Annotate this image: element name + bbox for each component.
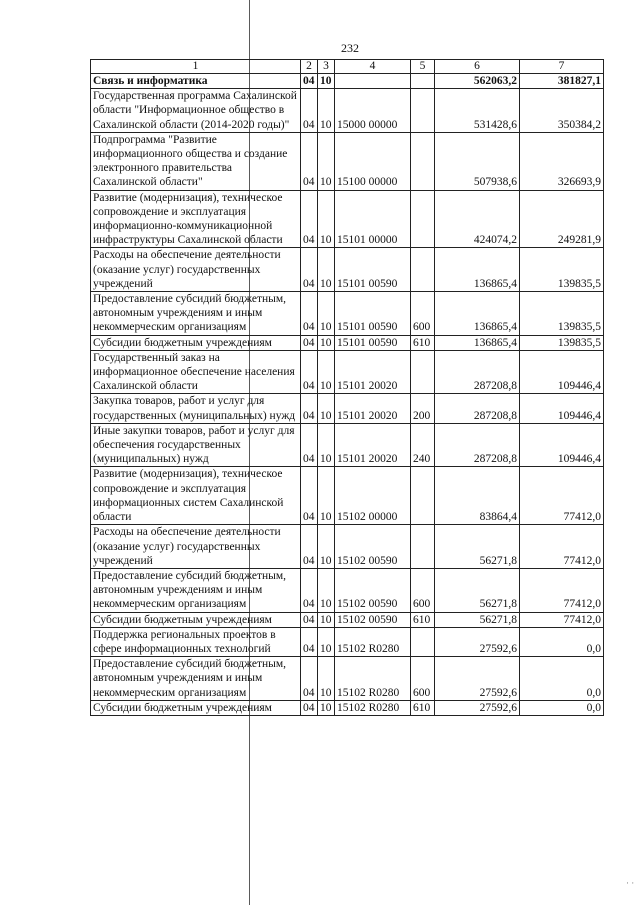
target-article-code: 15101 20020 bbox=[335, 423, 411, 467]
subsection-code: 10 bbox=[318, 627, 335, 656]
row-name: Закупка товаров, работ и услуг для государственных (муниципальных) нужд bbox=[91, 394, 301, 423]
column-header: 7 bbox=[520, 60, 604, 74]
amount-column-6: 56271,8 bbox=[435, 525, 520, 569]
target-article-code: 15101 00590 bbox=[335, 292, 411, 336]
column-header: 3 bbox=[318, 60, 335, 74]
expense-type-code: 600 bbox=[411, 568, 435, 612]
column-header: 1 bbox=[91, 60, 301, 74]
amount-column-7: 77412,0 bbox=[520, 612, 604, 627]
subsection-code: 10 bbox=[318, 394, 335, 423]
amount-column-6: 56271,8 bbox=[435, 568, 520, 612]
table-row bbox=[91, 423, 604, 467]
subsection-code: 10 bbox=[318, 292, 335, 336]
section-code: 04 bbox=[301, 657, 318, 701]
amount-column-6: 507938,6 bbox=[435, 132, 520, 190]
section-code: 04 bbox=[301, 467, 318, 525]
target-article-code: 15102 R0280 bbox=[335, 657, 411, 701]
table-row bbox=[91, 612, 604, 627]
amount-column-6: 287208,8 bbox=[435, 350, 520, 394]
amount-column-7: 77412,0 bbox=[520, 568, 604, 612]
expense-type-code bbox=[411, 248, 435, 292]
expense-type-code: 610 bbox=[411, 612, 435, 627]
target-article-code: 15000 00000 bbox=[335, 89, 411, 133]
target-article-code: 15101 20020 bbox=[335, 394, 411, 423]
amount-column-6: 424074,2 bbox=[435, 190, 520, 248]
subsection-code: 10 bbox=[318, 190, 335, 248]
target-article-code: 15102 R0280 bbox=[335, 627, 411, 656]
table-row bbox=[91, 248, 604, 292]
row-name: Предоставление субсидий бюджетным, автономным учреждениям и иным некоммерческим организациям bbox=[91, 292, 301, 336]
section-code: 04 bbox=[301, 248, 318, 292]
amount-column-6: 287208,8 bbox=[435, 394, 520, 423]
row-name: Субсидии бюджетным учреждениям bbox=[91, 700, 301, 715]
amount-column-6: 136865,4 bbox=[435, 292, 520, 336]
amount-column-7: 109446,4 bbox=[520, 350, 604, 394]
subsection-code: 10 bbox=[318, 568, 335, 612]
amount-column-7: 139835,5 bbox=[520, 335, 604, 350]
subsection-code: 10 bbox=[318, 132, 335, 190]
amount-column-6: 27592,6 bbox=[435, 700, 520, 715]
table-row bbox=[91, 525, 604, 569]
amount-column-6: 136865,4 bbox=[435, 335, 520, 350]
amount-column-7: 381827,1 bbox=[520, 74, 604, 89]
section-code: 04 bbox=[301, 292, 318, 336]
subsection-code: 10 bbox=[318, 467, 335, 525]
table-row bbox=[91, 132, 604, 190]
expense-type-code: 240 bbox=[411, 423, 435, 467]
section-code: 04 bbox=[301, 350, 318, 394]
section-code: 04 bbox=[301, 74, 318, 89]
amount-column-6: 56271,8 bbox=[435, 612, 520, 627]
expense-type-code bbox=[411, 350, 435, 394]
expense-type-code bbox=[411, 74, 435, 89]
row-name: Предоставление субсидий бюджетным, автономным учреждениям и иным некоммерческим организациям bbox=[91, 568, 301, 612]
expense-type-code: 610 bbox=[411, 335, 435, 350]
expense-type-code bbox=[411, 627, 435, 656]
section-code: 04 bbox=[301, 627, 318, 656]
table-row bbox=[91, 700, 604, 715]
row-name: Поддержка региональных проектов в сфере информационных технологий bbox=[91, 627, 301, 656]
section-code: 04 bbox=[301, 423, 318, 467]
subsection-code: 10 bbox=[318, 700, 335, 715]
target-article-code: 15101 00590 bbox=[335, 248, 411, 292]
row-name: Связь и информатика bbox=[91, 74, 301, 89]
amount-column-6: 531428,6 bbox=[435, 89, 520, 133]
amount-column-7: 139835,5 bbox=[520, 248, 604, 292]
target-article-code: 15102 00590 bbox=[335, 525, 411, 569]
amount-column-6: 287208,8 bbox=[435, 423, 520, 467]
expense-type-code: 200 bbox=[411, 394, 435, 423]
section-code: 04 bbox=[301, 525, 318, 569]
scan-edge-marks: · · bbox=[626, 878, 635, 888]
table-row bbox=[91, 467, 604, 525]
row-name: Предоставление субсидий бюджетным, автономным учреждениям и иным некоммерческим организациям bbox=[91, 657, 301, 701]
table-row bbox=[91, 190, 604, 248]
expense-type-code bbox=[411, 89, 435, 133]
row-name: Расходы на обеспечение деятельности (оказание услуг) государственных учреждений bbox=[91, 248, 301, 292]
section-code: 04 bbox=[301, 190, 318, 248]
amount-column-6: 562063,2 bbox=[435, 74, 520, 89]
budget-table bbox=[90, 59, 604, 716]
amount-column-6: 83864,4 bbox=[435, 467, 520, 525]
section-code: 04 bbox=[301, 89, 318, 133]
table-row bbox=[91, 335, 604, 350]
amount-column-7: 0,0 bbox=[520, 700, 604, 715]
table-row bbox=[91, 350, 604, 394]
expense-type-code bbox=[411, 132, 435, 190]
amount-column-7: 326693,9 bbox=[520, 132, 604, 190]
target-article-code: 15102 R0280 bbox=[335, 700, 411, 715]
amount-column-6: 136865,4 bbox=[435, 248, 520, 292]
table-row bbox=[91, 74, 604, 89]
table-row bbox=[91, 89, 604, 133]
column-header: 2 bbox=[301, 60, 318, 74]
table-row bbox=[91, 568, 604, 612]
amount-column-7: 139835,5 bbox=[520, 292, 604, 336]
row-name: Развитие (модернизация), техническое сопровождение и эксплуатация информационных систем Сахалинской области bbox=[91, 467, 301, 525]
expense-type-code: 610 bbox=[411, 700, 435, 715]
section-code: 04 bbox=[301, 612, 318, 627]
column-header: 6 bbox=[435, 60, 520, 74]
subsection-code: 10 bbox=[318, 350, 335, 394]
amount-column-7: 350384,2 bbox=[520, 89, 604, 133]
expense-type-code bbox=[411, 190, 435, 248]
section-code: 04 bbox=[301, 700, 318, 715]
column-header: 4 bbox=[335, 60, 411, 74]
row-name: Субсидии бюджетным учреждениям bbox=[91, 612, 301, 627]
amount-column-7: 77412,0 bbox=[520, 525, 604, 569]
target-article-code: 15102 00590 bbox=[335, 612, 411, 627]
row-name: Подпрограмма "Развитие информационного общества и создание электронного правительства Сахалинской области" bbox=[91, 132, 301, 190]
row-name: Государственный заказ на информационное обеспечение населения Сахалинской области bbox=[91, 350, 301, 394]
subsection-code: 10 bbox=[318, 89, 335, 133]
section-code: 04 bbox=[301, 335, 318, 350]
expense-type-code bbox=[411, 525, 435, 569]
amount-column-7: 0,0 bbox=[520, 627, 604, 656]
target-article-code: 15101 20020 bbox=[335, 350, 411, 394]
subsection-code: 10 bbox=[318, 525, 335, 569]
row-name: Расходы на обеспечение деятельности (оказание услуг) государственных учреждений bbox=[91, 525, 301, 569]
expense-type-code bbox=[411, 467, 435, 525]
amount-column-6: 27592,6 bbox=[435, 627, 520, 656]
expense-type-code: 600 bbox=[411, 292, 435, 336]
subsection-code: 10 bbox=[318, 335, 335, 350]
amount-column-6: 27592,6 bbox=[435, 657, 520, 701]
table-row bbox=[91, 627, 604, 656]
page-number: 232 bbox=[341, 41, 359, 55]
amount-column-7: 249281,9 bbox=[520, 190, 604, 248]
section-code: 04 bbox=[301, 394, 318, 423]
subsection-code: 10 bbox=[318, 423, 335, 467]
row-name: Государственная программа Сахалинской области "Информационное общество в Сахалинской области (2014-2020 годы)" bbox=[91, 89, 301, 133]
target-article-code: 15100 00000 bbox=[335, 132, 411, 190]
subsection-code: 10 bbox=[318, 657, 335, 701]
amount-column-7: 77412,0 bbox=[520, 467, 604, 525]
section-code: 04 bbox=[301, 568, 318, 612]
table-row bbox=[91, 657, 604, 701]
column-header: 5 bbox=[411, 60, 435, 74]
amount-column-7: 109446,4 bbox=[520, 394, 604, 423]
row-name: Субсидии бюджетным учреждениям bbox=[91, 335, 301, 350]
table-header-row bbox=[91, 60, 604, 74]
target-article-code: 15101 00000 bbox=[335, 190, 411, 248]
target-article-code: 15101 00590 bbox=[335, 335, 411, 350]
row-name: Иные закупки товаров, работ и услуг для обеспечения государственных (муниципальных) нужд bbox=[91, 423, 301, 467]
section-code: 04 bbox=[301, 132, 318, 190]
table-row bbox=[91, 394, 604, 423]
subsection-code: 10 bbox=[318, 612, 335, 627]
row-name: Развитие (модернизация), техническое сопровождение и эксплуатация информационно-коммуникационной инфраструктуры Сахалинской области bbox=[91, 190, 301, 248]
target-article-code: 15102 00000 bbox=[335, 467, 411, 525]
subsection-code: 10 bbox=[318, 74, 335, 89]
expense-type-code: 600 bbox=[411, 657, 435, 701]
amount-column-7: 109446,4 bbox=[520, 423, 604, 467]
table-row bbox=[91, 292, 604, 336]
target-article-code bbox=[335, 74, 411, 89]
subsection-code: 10 bbox=[318, 248, 335, 292]
amount-column-7: 0,0 bbox=[520, 657, 604, 701]
target-article-code: 15102 00590 bbox=[335, 568, 411, 612]
